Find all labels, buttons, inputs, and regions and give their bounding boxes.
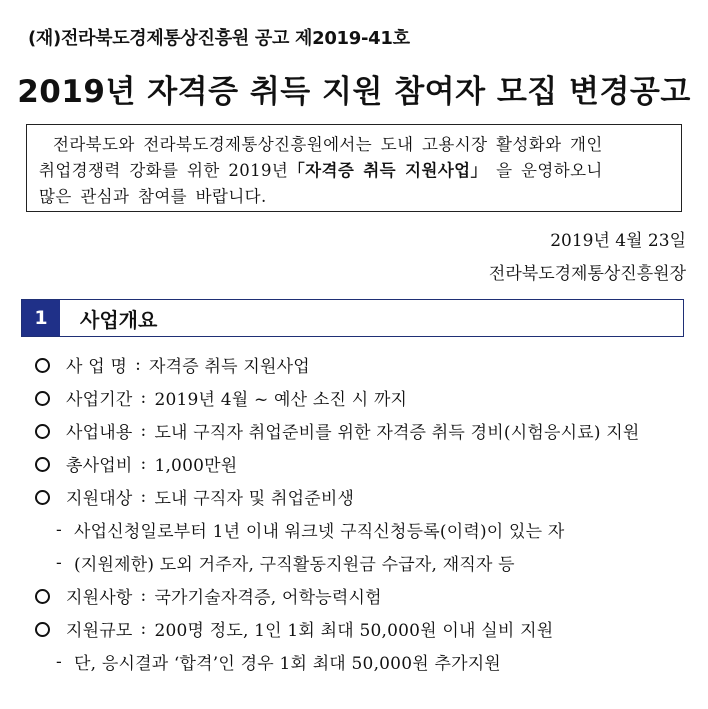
intro-box [26, 124, 682, 212]
section-header [21, 299, 684, 337]
item-value: 국가기술자격증, 어학능력시험 [154, 588, 382, 608]
item-label: 사업내용 [66, 423, 133, 443]
dash-marker: - [56, 519, 62, 540]
list-item [32, 612, 702, 645]
item-label: 사업기간 [66, 390, 133, 410]
circle-bullet-icon [32, 589, 54, 603]
item-separator: : [140, 486, 147, 507]
intro-line-1: 전라북도와 전라북도경제통상진흥원에서는 도내 고용시장 활성화와 개인 [53, 135, 603, 154]
page-title: 2019년 자격증 취득 지원 참여자 모집 변경공고 [17, 74, 691, 110]
item-value: 200명 정도, 1인 1회 최대 50,000원 이내 실비 지원 [154, 621, 554, 641]
intro-line-3: 많은 관심과 참여를 바랍니다. [39, 187, 267, 206]
section-number: 1 [22, 300, 60, 336]
circle-bullet-icon [32, 358, 54, 372]
circle-bullet-icon [32, 622, 54, 636]
sub-list-item [32, 513, 702, 546]
item-value: 도내 구직자 및 취업준비생 [154, 489, 355, 509]
list-item [32, 579, 702, 612]
item-separator: : [140, 387, 147, 408]
item-separator: : [140, 420, 147, 441]
list-item [32, 381, 702, 414]
sub-item-text: 단, 응시결과 ‘합격’인 경우 1회 최대 50,000원 추가지원 [74, 654, 501, 674]
sub-item-text: 사업신청일로부터 1년 이내 워크넷 구직신청등록(이력)이 있는 자 [74, 522, 565, 542]
overview-list [32, 348, 702, 678]
notice-date: 2019년 4월 23일 [550, 231, 686, 251]
item-value: 자격증 취득 지원사업 [149, 357, 310, 377]
item-separator: : [140, 618, 147, 639]
circle-bullet-icon [32, 457, 54, 471]
item-label: 사 업 명 [66, 357, 128, 377]
item-value: 도내 구직자 취업준비를 위한 자격증 취득 경비(시험응시료) 지원 [154, 423, 640, 443]
issuer: 전라북도경제통상진흥원장 [488, 264, 686, 284]
list-item [32, 348, 702, 381]
section-title: 사업개요 [80, 307, 158, 332]
list-item [32, 447, 702, 480]
sub-list-item [32, 546, 702, 579]
intro-line-2-start: 취업경쟁력 강화를 위한 2019년 [39, 161, 289, 180]
circle-bullet-icon [32, 424, 54, 438]
item-separator: : [140, 585, 147, 606]
list-item [32, 480, 702, 513]
item-label: 총사업비 [66, 456, 133, 476]
item-separator: : [135, 354, 142, 375]
item-label: 지원사항 [66, 588, 133, 608]
notice-number: (재)전라북도경제통상진흥원 공고 제2019-41호 [28, 28, 410, 49]
item-label: 지원규모 [66, 621, 133, 641]
item-separator: : [140, 453, 147, 474]
dash-marker: - [56, 651, 62, 672]
intro-line-2-end: 을 운영하오니 [496, 161, 603, 180]
item-label: 지원대상 [66, 489, 133, 509]
circle-bullet-icon [32, 391, 54, 405]
program-name-highlight: 「자격증 취득 지원사업」 [288, 161, 488, 180]
sub-item-text: (지원제한) 도외 거주자, 구직활동지원금 수급자, 재직자 등 [74, 555, 515, 575]
item-value: 2019년 4월 ~ 예산 소진 시 까지 [154, 390, 408, 410]
circle-bullet-icon [32, 490, 54, 504]
intro-line-2 [39, 158, 669, 184]
item-value: 1,000만원 [154, 456, 238, 476]
dash-marker: - [56, 552, 62, 573]
list-item [32, 414, 702, 447]
sub-list-item [32, 645, 702, 678]
